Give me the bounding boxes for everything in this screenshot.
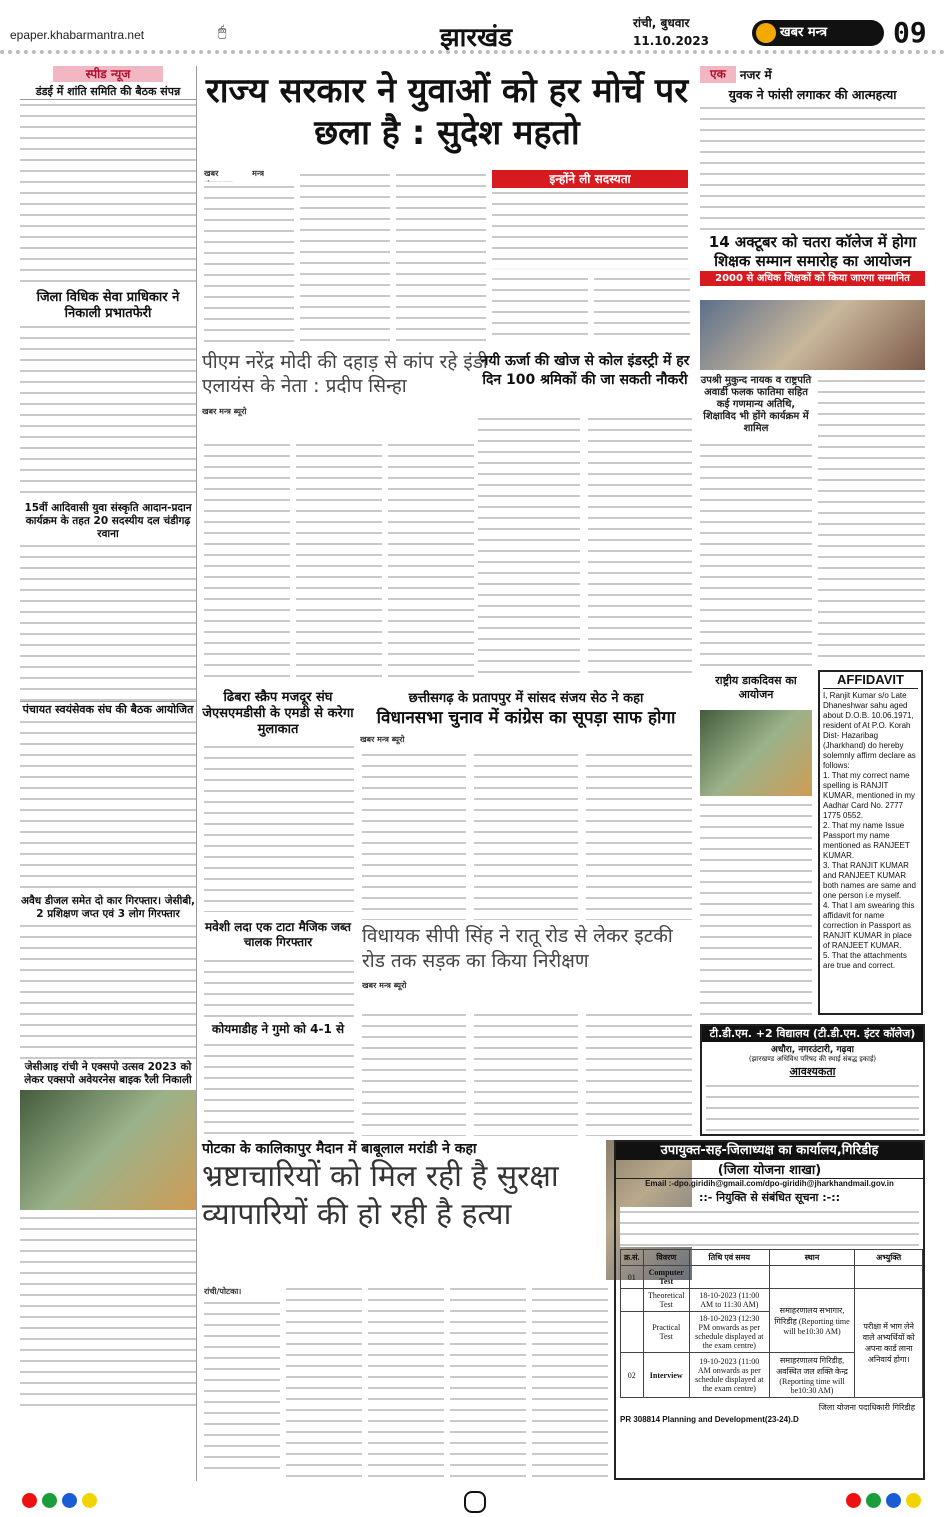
story8-col-1: [362, 1010, 466, 1136]
school-sub: अधौरा, नगरउंटारी, गढ़वा: [771, 1045, 854, 1055]
row-place: समाहरणालय गिरिडीह, अवस्थित जल शक्ति केन्द्र (Reporting time will be10:30 AM): [769, 1353, 855, 1398]
postal-day-photo: [700, 710, 812, 796]
left-story-5: [20, 921, 196, 1061]
cursor-icon: 🖱: [218, 24, 227, 40]
left-headline-5: अवैध डीजल समेत दो कार गिरफ्तार। जेसीबी, 2 प्रशिक्षण जप्त एवं 3 लोग गिरफ्तार: [20, 895, 196, 920]
affidavit-p3: 3. That RANJIT KUMAR and RANJEET KUMAR both names are same and one person i.e myself.: [823, 861, 916, 900]
story3-headline: नयी ऊर्जा की खोज से कोल इंडस्ट्री में हर दिन 100 श्रमिकों की जा सकती नौकरी: [480, 353, 690, 388]
row-sn: [621, 1312, 644, 1353]
brand-badge: [752, 20, 884, 46]
story9-headline: भ्रष्टाचारियों को मिल रही है सुरक्षा व्यापारियों की हो रही है हत्या: [202, 1159, 559, 1232]
story2: [202, 350, 492, 417]
row-remark: परीक्षा में भाग लेने वाले अभ्यर्थियों को अपना कार्ड लाना अनिवार्य होगा।: [855, 1289, 923, 1398]
affidavit-p4: 4. That I am swearing this affidavit for name correction in Passport as RANJIT KUMAR in place of RANJEET KUMAR.: [823, 901, 915, 950]
tag-ek: एक: [700, 66, 736, 83]
right-headline-3: राष्ट्रीय डाकदिवस का आयोजन: [715, 674, 797, 701]
site-url[interactable]: epaper.khabarmantra.net: [10, 28, 145, 42]
row-place: [769, 1266, 855, 1289]
school-notice-title: आवश्यकता: [789, 1065, 836, 1078]
issue-date: 11.10.2023: [633, 34, 709, 48]
brand-logo-icon: [756, 23, 776, 43]
left-column: [20, 66, 197, 1481]
story9: [202, 1140, 602, 1234]
lead-col-4: [492, 274, 588, 344]
row-detail: Interview: [643, 1353, 689, 1398]
header-divider: [0, 50, 945, 60]
dateline: [633, 14, 709, 50]
story4-col-3: [586, 750, 692, 920]
joined-box: [492, 170, 688, 270]
row-date: 19-10-2023 (11:00 AM onwards as per schedule displayed at the exam centre): [689, 1353, 769, 1398]
story9-col-3: [368, 1284, 444, 1478]
govt-email[interactable]: Email :-dpo.giridih@gmail.com/dpo-giridih@jharkhandmail.gov.in: [645, 1179, 894, 1188]
story6-body: [204, 956, 354, 1020]
lead-col-2: [300, 170, 390, 342]
ek-nazar-tag: [700, 66, 925, 83]
section-title: झारखंड: [440, 23, 513, 53]
row-remark: [855, 1266, 923, 1289]
story6-headline: मवेशी लदा एक टाटा मैजिक जब्त चालक गिरफ्तार: [204, 920, 352, 949]
city-day: रांची, बुधवार: [633, 16, 690, 30]
row-sn: 02: [621, 1353, 644, 1398]
schedule-header-row: [621, 1250, 923, 1266]
story8: [362, 924, 692, 991]
color-dot: [22, 1493, 37, 1508]
color-dot: [846, 1493, 861, 1508]
govt-sub: (जिला योजना शाखा): [616, 1160, 923, 1179]
story4-kicker: छत्तीसगढ़ के प्रतापपुर में सांसद संजय सेठ ने कहा: [408, 691, 644, 706]
story2-col-1: [204, 440, 290, 680]
color-dot: [62, 1493, 77, 1508]
left-headline-4: पंचायत स्वयंसेवक संघ की बैठक आयोजित: [20, 701, 196, 717]
govt-notice-body: [620, 1207, 919, 1247]
lead-byline: खबर मन्त्र: [204, 169, 264, 178]
right-story-3: [700, 800, 812, 1020]
left-headline-6: जेसीआइ रांची ने एक्सपो उत्सव 2023 को लेकर एक्सपो अवेयरनेस बाइक रैली निकाली: [24, 1061, 192, 1086]
left-headline-1: डंडई में शांति समिति की बैठक संपन्न: [20, 84, 196, 100]
lead-story: [202, 70, 692, 154]
left-story-2: [20, 322, 196, 502]
affidavit-p1: 1. That my correct name spelling is RANJIT KUMAR, mentioned in my Aadhar Card No. 2777 1775 0552.: [823, 771, 916, 820]
story9-col-4: [450, 1284, 526, 1478]
story4-headline: विधानसभा चुनाव में कांग्रेस का सूपड़ा साफ होगा: [376, 708, 676, 728]
row-sn: 01: [621, 1266, 644, 1289]
schedule-col-header: तिथि एवं समय: [689, 1250, 769, 1266]
left-story-1: [20, 100, 196, 290]
color-dot: [906, 1493, 921, 1508]
affidavit-box: [818, 670, 923, 1015]
teachers-photo: [700, 300, 925, 370]
school-notice-body: [706, 1081, 919, 1131]
color-dot: [42, 1493, 57, 1508]
school-title: टी.डी.एम. +2 विद्यालय (टी.डी.एम. इंटर कॉलेज): [702, 1026, 923, 1042]
schedule-col-header: क्र.सं.: [621, 1250, 644, 1266]
left-story-4: [20, 717, 196, 895]
left-headline-3: 15वीं आदिवासी युवा संस्कृति आदान-प्रदान कार्यक्रम के तहत 20 सदस्यीय दल चंडीगढ़ रवाना: [24, 502, 192, 540]
left-story-6: [20, 1213, 196, 1413]
story3-col-2: [588, 414, 692, 680]
right-headline-2: 14 अक्टूबर को चतरा कॉलेज में होगा शिक्षक सम्मान समारोह का आयोजन: [708, 233, 917, 270]
page-footer: [0, 1488, 945, 1514]
left-story-3: [20, 541, 196, 701]
row-place: समाहरणालय सभागार, गिरिडीह (Reporting time will be10:30 AM): [769, 1289, 855, 1353]
story4-col-2: [474, 750, 578, 920]
left-headline-2: जिला विधिक सेवा प्राधिकार ने निकाली प्रभातफेरी: [36, 290, 180, 321]
schedule-col-header: विवरण: [643, 1250, 689, 1266]
story8-col-3: [586, 1010, 692, 1136]
right-story-2a: [700, 440, 812, 666]
story2-col-2: [296, 440, 382, 680]
govt-footer: जिला योजना पदाधिकारी गिरिडीह: [818, 1403, 915, 1412]
school-sub2: (झारखण्ड अधिविध परिषद की स्थाई संबद्ध इकाई): [748, 1055, 877, 1063]
story5-body: [204, 742, 354, 912]
bike-rally-photo: [20, 1090, 196, 1210]
right-story-1: [700, 103, 925, 233]
story2-col-3: [388, 440, 474, 680]
school-notice: [700, 1024, 925, 1136]
right-story-2b: [818, 376, 925, 666]
row-date: 18-10-2023 (11:00 AM to 11:30 AM): [689, 1289, 769, 1312]
lead-headline: राज्य सरकार ने युवाओं को हर मोर्चे पर छला है : सुदेश महतो: [205, 71, 689, 153]
brand-name: खबर मन्त्र: [780, 25, 828, 40]
story3-col-1: [478, 414, 580, 680]
story8-headline: विधायक सीपी सिंह ने रातू रोड से लेकर इटकी रोड तक सड़क का किया निरीक्षण: [362, 925, 673, 972]
story9-kicker: पोटका के कालिकापुर मैदान में बाबूलाल मरांडी ने कहा: [202, 1141, 477, 1157]
story8-col-2: [474, 1010, 578, 1136]
color-dot: [82, 1493, 97, 1508]
schedule-col-header: अभ्युक्ति: [855, 1250, 923, 1266]
story9-byline: रांची/पोटका।: [204, 1287, 242, 1296]
row-sn: [621, 1289, 644, 1312]
story2-headline: पीएम नरेंद्र मोदी की दहाड़ से कांप रहे इंडी एलायंस के नेता : प्रदीप सिन्हा: [202, 351, 488, 397]
story7-headline: कोयमाडीह ने गुमो को 4-1 से: [211, 1022, 345, 1036]
row-date: [689, 1266, 769, 1289]
story9-col-1: [204, 1298, 280, 1478]
story9-col-5: [532, 1284, 608, 1478]
page-header: [0, 0, 945, 62]
affidavit-title: AFFIDAVIT: [823, 672, 918, 689]
lead-col-1: [204, 182, 294, 342]
color-dot: [866, 1493, 881, 1508]
story9-col-2: [286, 1284, 362, 1478]
govt-notice: [614, 1140, 925, 1480]
right-column: [700, 66, 925, 286]
row-detail: Computer Test: [643, 1266, 689, 1289]
schedule-table: [620, 1249, 923, 1398]
speed-news-tag: स्पीड न्यूज: [53, 66, 163, 82]
table-row: [621, 1266, 923, 1289]
registration-mark-icon: [464, 1491, 486, 1513]
tag-nazar: नजर में: [739, 68, 772, 82]
govt-pr: PR 308814 Planning and Development(23-24).D: [620, 1415, 799, 1424]
lead-col-5: [594, 274, 690, 344]
story7-body: [204, 1040, 354, 1136]
joined-bar: इन्होंने ली सदस्यता: [492, 170, 688, 188]
joined-list: [492, 188, 688, 268]
story4-col-1: [362, 750, 466, 920]
row-date: 18-10-2023 (12:30 PM onwards as per schedule displayed at the exam centre): [689, 1312, 769, 1353]
row-detail: Theoretical Test: [643, 1289, 689, 1312]
story4: [360, 688, 692, 745]
color-dot: [886, 1493, 901, 1508]
story2-byline: खबर मन्त्र ब्यूरो: [202, 407, 247, 416]
govt-title: उपायुक्त-सह-जिलाध्यक्ष का कार्यालय,गिरिडीह: [616, 1142, 923, 1160]
table-row: [621, 1289, 923, 1312]
row-detail: Practical Test: [643, 1312, 689, 1353]
lead-col-3: [396, 170, 486, 342]
govt-notice-title: ::- नियुक्ति से संबंधित सूचना :-::: [698, 1191, 841, 1204]
affidavit-intro: I, Ranjit Kumar s/o Late Dhaneshwar sahu aged about D.O.B. 10.06.1971, resident of At P.O. Korah Dist- Hazaribag (Jharkhand) do hereby solemnly affirm declare as follows:: [823, 691, 916, 770]
right-headline-2-bar: 2000 से अधिक शिक्षकों को किया जाएगा सम्मानित: [700, 271, 925, 286]
photo-caption: उपश्री मुकुन्द नायक व राष्ट्रपति अवार्डी फलक फातिमा सहित कई गणमान्य अतिथि, शिक्षाविद भी होंगे कार्यक्रम में शामिल: [700, 375, 812, 434]
affidavit-p2: 2. That my name Issue Passport my name mentioned as RANJEET KUMAR.: [823, 821, 910, 860]
page-number: 09: [893, 16, 927, 49]
story8-byline: खबर मन्त्र ब्यूरो: [362, 981, 407, 990]
story5-headline: ढिबरा स्क्रैप मजदूर संघ जेएसएमडीसी के एमडी से करेगा मुलाकात: [202, 690, 354, 737]
schedule-col-header: स्थान: [769, 1250, 855, 1266]
story4-byline: खबर मन्त्र ब्यूरो: [360, 735, 405, 744]
right-headline-1: युवक ने फांसी लगाकर की आत्महत्या: [728, 87, 897, 102]
affidavit-p5: 5. That the attachments are true and correct.: [823, 951, 907, 970]
